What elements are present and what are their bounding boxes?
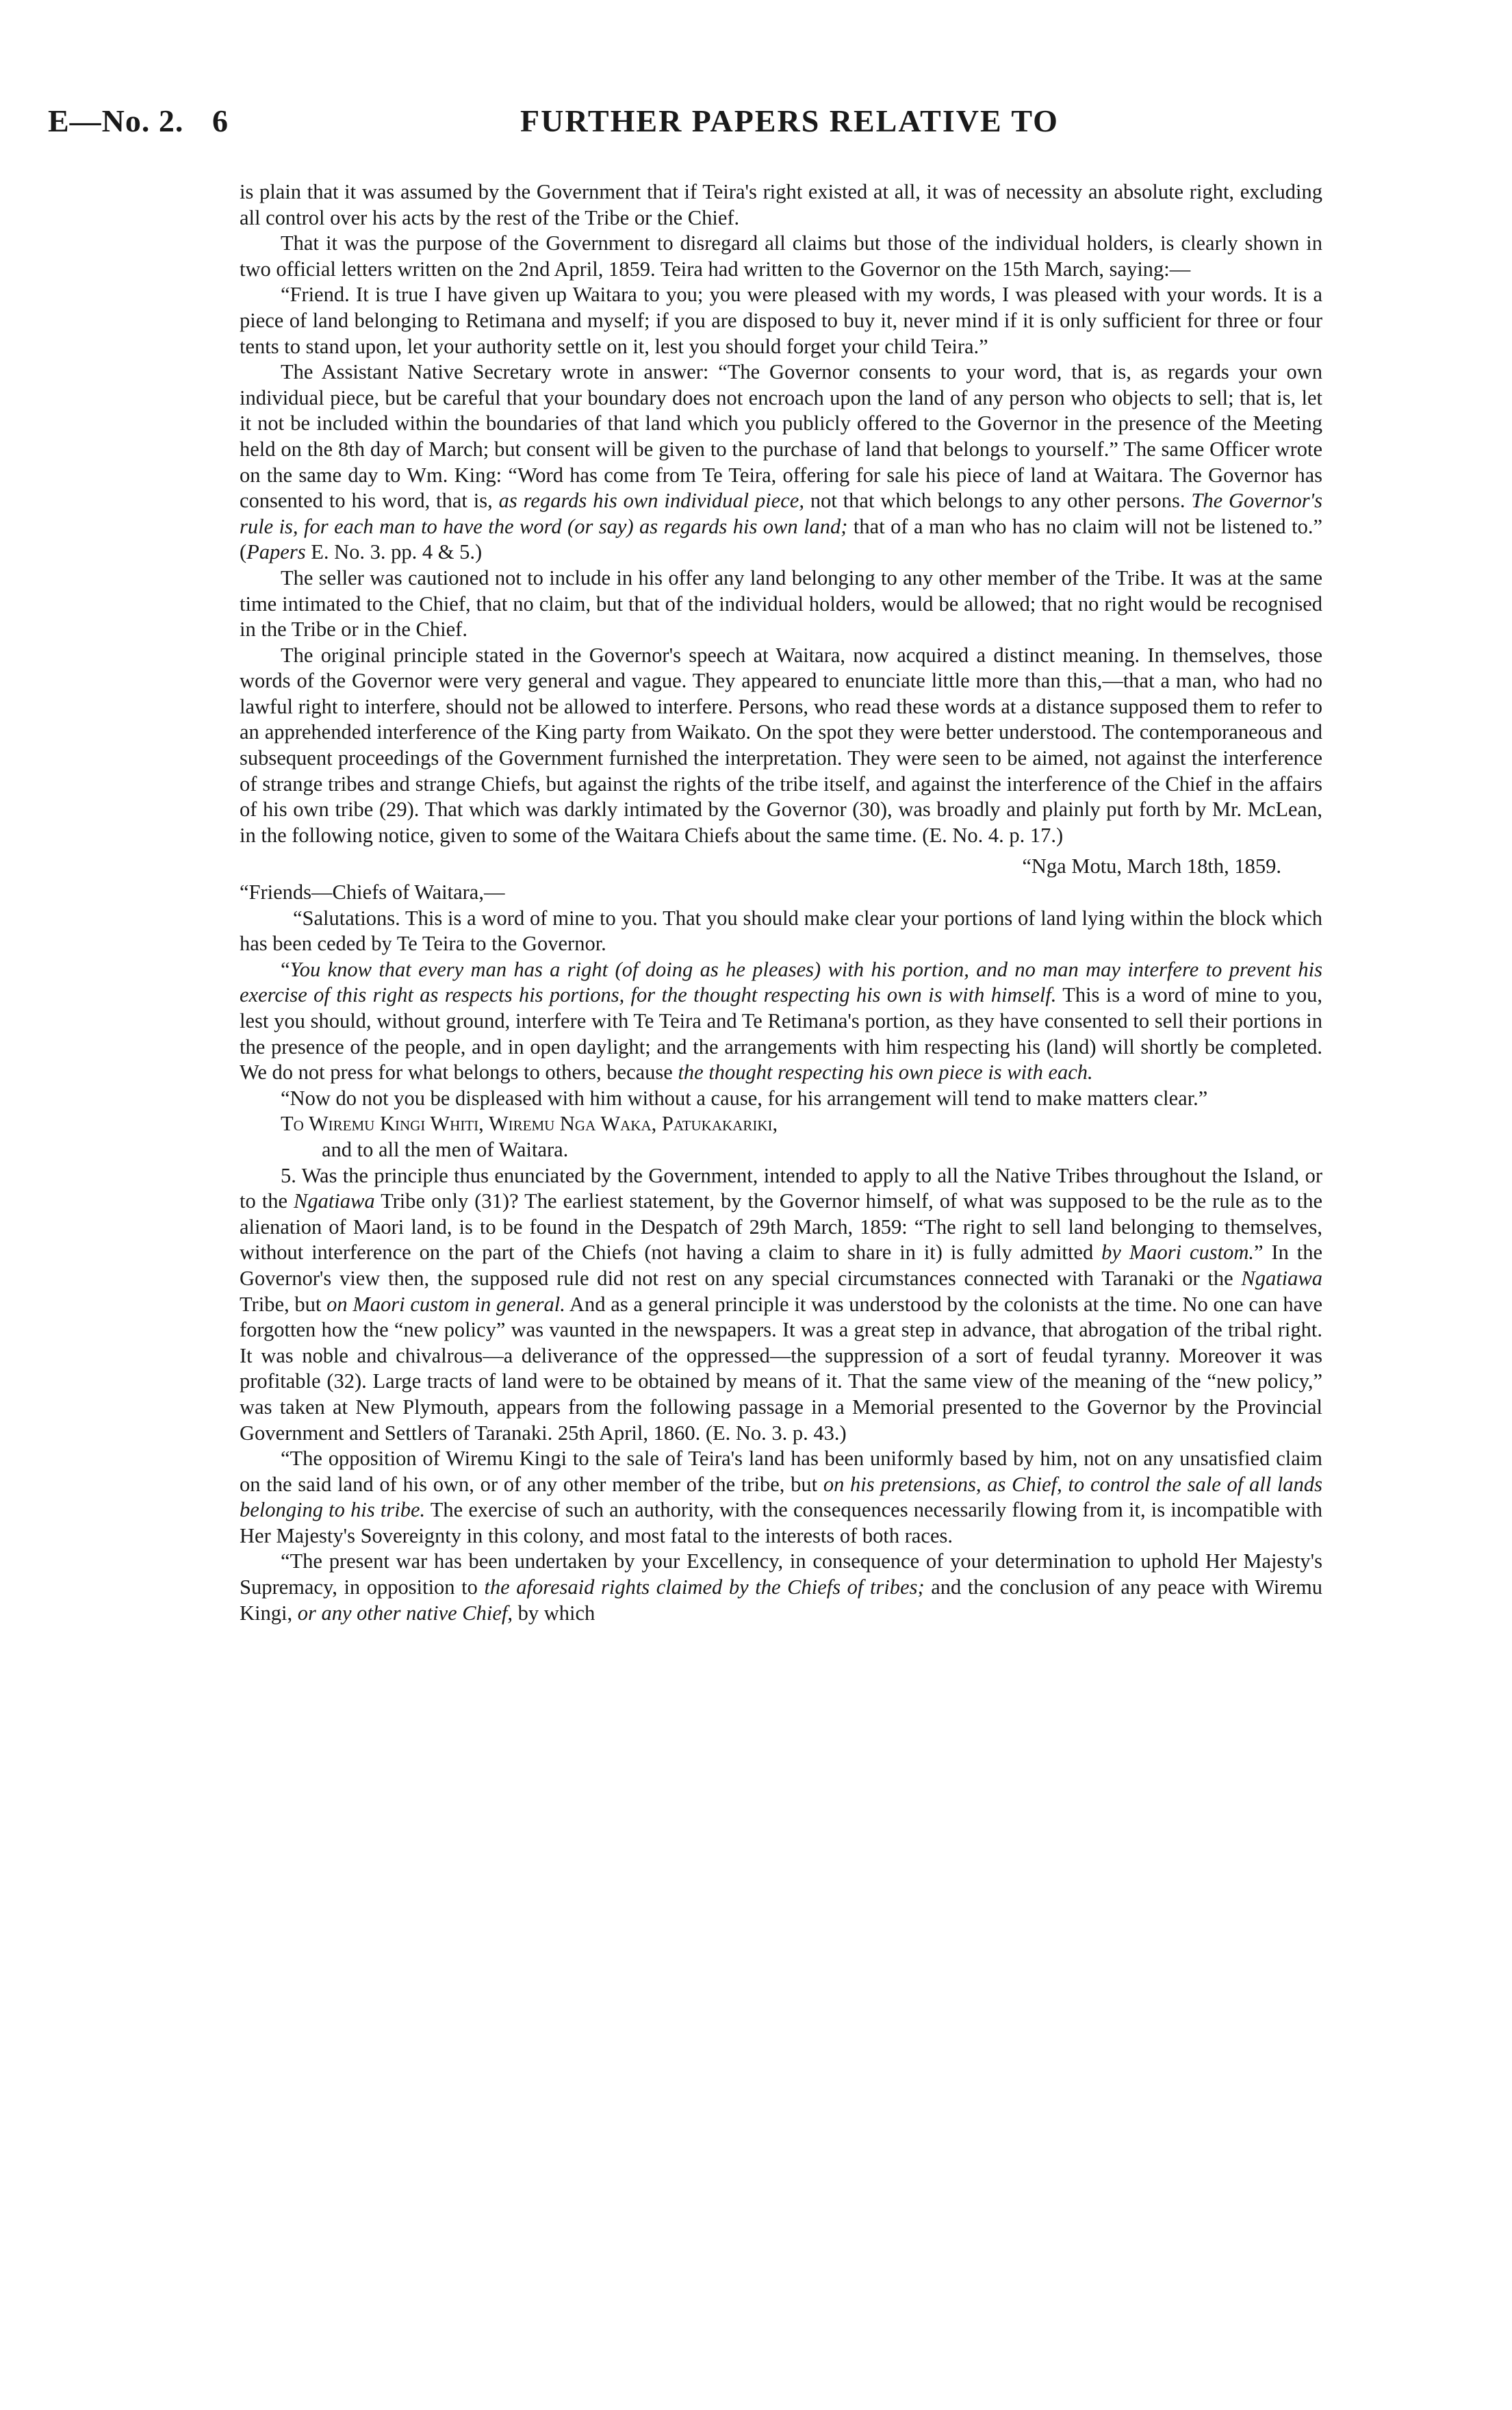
italic-text-segment: or any other native Chief,: [297, 1601, 513, 1625]
italic-text-segment: The Governor's rule is, for each man to have the word (or say) as regards his own land;: [240, 489, 1322, 538]
para-addressees: [240, 1111, 1322, 1137]
para-seller-cautioned: [240, 566, 1322, 643]
text-segment: The seller was cautioned not to include in his offer any land belonging to any other member of the Tribe. It was at the same time intimated to the Chief, that no claim, but that of the individual holders, would be allowed; that no right would be recognised in the Tribe or in the Chief.: [240, 566, 1322, 642]
para-salutations: [240, 906, 1322, 957]
para-present-war: [240, 1549, 1322, 1626]
para-opening: [240, 179, 1322, 231]
text-segment: and the conclusion of any peace with Wiremu Kingi,: [240, 1575, 1322, 1625]
para-salutation-friends: [240, 880, 1322, 906]
italic-text-segment: You know that every man has a right (of doing as he pleases) with his portion, and no man may interfere to prevent his exercise of this right as respects his portions, for the thought respecting his own is with himself.: [240, 957, 1322, 1007]
running-title: FURTHER PAPERS RELATIVE TO: [520, 103, 1059, 138]
text-segment: And as a general principle it was understood by the colonists at the time. No one can have forgotten how the “new policy” was vaunted in the newspapers. It was a great step in advance, that abrogation of the tribal right. It was noble and chivalrous—a deliverance of the oppressed—the suppression of a sort of feudal tyranny. Moreover it was profitable (32). Large tracts of land were to be obtained by means of it. That the same view of the meaning of the “new policy,” was taken at New Plymouth, appears from the following passage in a Memorial presented to the Governor by the Provincial Government and Settlers of Taranaki. 25th April, 1860. (E. No. 3. p. 43.): [240, 1292, 1322, 1445]
para-purpose: [240, 231, 1322, 282]
italic-text-segment: on his pretensions, as Chief, to control the sale of all lands belonging to his tribe.: [240, 1472, 1322, 1522]
para-addressees-men: [240, 1137, 1322, 1163]
para-opposition: [240, 1446, 1322, 1549]
para-assistant-secretary: [240, 359, 1322, 566]
text-segment: The Assistant Native Secretary wrote in answer: “The Governor consents to your word, that is, as regards your own individual piece, but be careful that your boundary does not encroach upon the land of any person who objects to sell; that is, let it not be included within the boundaries of that land which you publicly offered to the Governor in the presence of the Meeting held on the 8th day of March; but consent will be given to the purchase of land that belongs to yourself.” The same Officer wrote on the same day to Wm. King: “Word has come from Te Teira, offering for sale his piece of land at Waitara. The Governor has consented to his word, that is,: [240, 360, 1322, 513]
text-segment: The original principle stated in the Governor's speech at Waitara, now acquired a distinct meaning. In themselves, those words of the Governor were very general and vague. They appeared to enunciate little more than this,—that a man, who had no lawful right to interfere, should not be allowed to interfere. Persons, who read these words at a distance supposed them to refer to an apprehended interference of the King party from Waikato. On the spot they were better understood. The contemporaneous and subsequent proceedings of the Government furnished the interpretation. They were seen to be aimed, not against the interference of strange tribes and strange Chiefs, but against the rights of the tribe itself, and against the interference of the Chief in the affairs of his own tribe (29). That which was darkly intimated by the Governor (30), was broadly and plainly put forth by Mr. McLean, in the following notice, given to some of the Waitara Chiefs about the same time. (E. No. 4. p. 17.): [240, 643, 1322, 847]
italic-text-segment: Ngatiawa: [1241, 1266, 1322, 1290]
document-body: [240, 179, 1322, 1626]
text-segment: E. No. 3. pp. 4 & 5.): [305, 540, 483, 564]
italic-text-segment: by Maori custom.: [1101, 1241, 1255, 1265]
italic-text-segment: Ngatiawa: [293, 1189, 375, 1213]
text-segment: The exercise of such an authority, with the consequences necessarily flowing from it, is incompatible with Her Majesty's Sovereignty in this colony, and most fatal to the interests of both races.: [240, 1498, 1322, 1547]
text-segment: To Wiremu Kingi Whiti, Wiremu Nga Waka, Patukakariki,: [281, 1112, 778, 1136]
para-original-principle: [240, 643, 1322, 849]
text-segment: “Now do not you be displeased with him without a cause, for his arrangement will tend to make matters clear.”: [281, 1086, 1208, 1110]
text-segment: is plain that it was assumed by the Government that if Teira's right existed at all, it was of necessity an absolute right, excluding all control over his acts by the rest of the Tribe or the Chief.: [240, 180, 1322, 229]
text-segment: “: [281, 957, 290, 981]
text-segment: “Friends—Chiefs of Waitara,—: [240, 880, 505, 904]
para-not-displeased: [240, 1086, 1322, 1112]
text-segment: “The opposition of Wiremu Kingi to the sale of Teira's land has been uniformly based by him, not on any unsatisfied claim on the said land of his own, or of any other member of the tribe, but: [240, 1447, 1322, 1496]
text-segment: ” In the Governor's view then, the supposed rule did not rest on any special circumstances connected with Taranaki or the: [240, 1241, 1322, 1290]
page-number: 6: [212, 103, 228, 138]
para-dateline: [240, 854, 1322, 880]
para-every-man: [240, 957, 1322, 1086]
text-segment: Tribe only (31)? The earliest statement, by the Governor himself, of what was supposed to be the rule as to the alienation of Maori land, is to be found in the Despatch of 29th March, 1859: “The right to sell land belonging to themselves, without interference on the part of the Chiefs (not having a claim to share in it) is fully admitted: [240, 1189, 1322, 1265]
text-segment: That it was the purpose of the Government to disregard all claims but those of the individual holders, is clearly shown in two official letters written on the 2nd April, 1859. Teira had written to the Governor on the 15th March, saying:—: [240, 231, 1322, 281]
text-segment: “Salutations. This is a word of mine to you. That you should make clear your portions of land lying within the block which has been ceded by Te Teira to the Governor.: [240, 906, 1322, 956]
text-segment: “Nga Motu, March 18th, 1859.: [1022, 854, 1281, 878]
text-segment: This is a word of mine to you, lest you should, without ground, interfere with Te Teira and Te Retimana's portion, as they have consented to sell their portions in the presence of the people, and in open daylight; and the arrangements with him respecting his (land) will shortly be completed. We do not press for what belongs to others, because: [240, 983, 1322, 1084]
paper-reference: E—No. 2.: [48, 103, 184, 138]
page-header: [48, 103, 1342, 151]
text-segment: “The present war has been undertaken by your Excellency, in consequence of your determination to uphold Her Majesty's Supremacy, in opposition to: [240, 1549, 1322, 1599]
text-segment: 5. Was the principle thus enunciated by the Government, intended to apply to all the Native Tribes throughout the Island, or to the: [240, 1163, 1322, 1213]
text-segment: and to all the men of Waitara.: [322, 1137, 569, 1161]
para-five: [240, 1163, 1322, 1447]
italic-text-segment: the aforesaid rights claimed by the Chiefs of tribes;: [484, 1575, 925, 1599]
text-segment: not that which belongs to any other persons.: [804, 489, 1192, 513]
text-segment: “Friend. It is true I have given up Waitara to you; you were pleased with my words, I was pleased with your words. It is a piece of land belonging to Retimana and myself; if you are disposed to buy it, never mind if it is only sufficient for three or four tents to stand upon, let your authority settle on it, lest you should forget your child Teira.”: [240, 283, 1322, 358]
italic-text-segment: Papers: [246, 540, 306, 564]
italic-text-segment: the thought respecting his own piece is with each.: [678, 1061, 1093, 1084]
italic-text-segment: on Maori custom in general.: [326, 1292, 565, 1316]
text-segment: by which: [513, 1601, 595, 1625]
italic-text-segment: as regards his own individual piece,: [498, 489, 804, 513]
text-segment: Tribe, but: [240, 1292, 327, 1316]
para-teira-letter: [240, 282, 1322, 359]
text-segment: that of a man who has no claim will not be listened to.” (: [240, 514, 1322, 564]
